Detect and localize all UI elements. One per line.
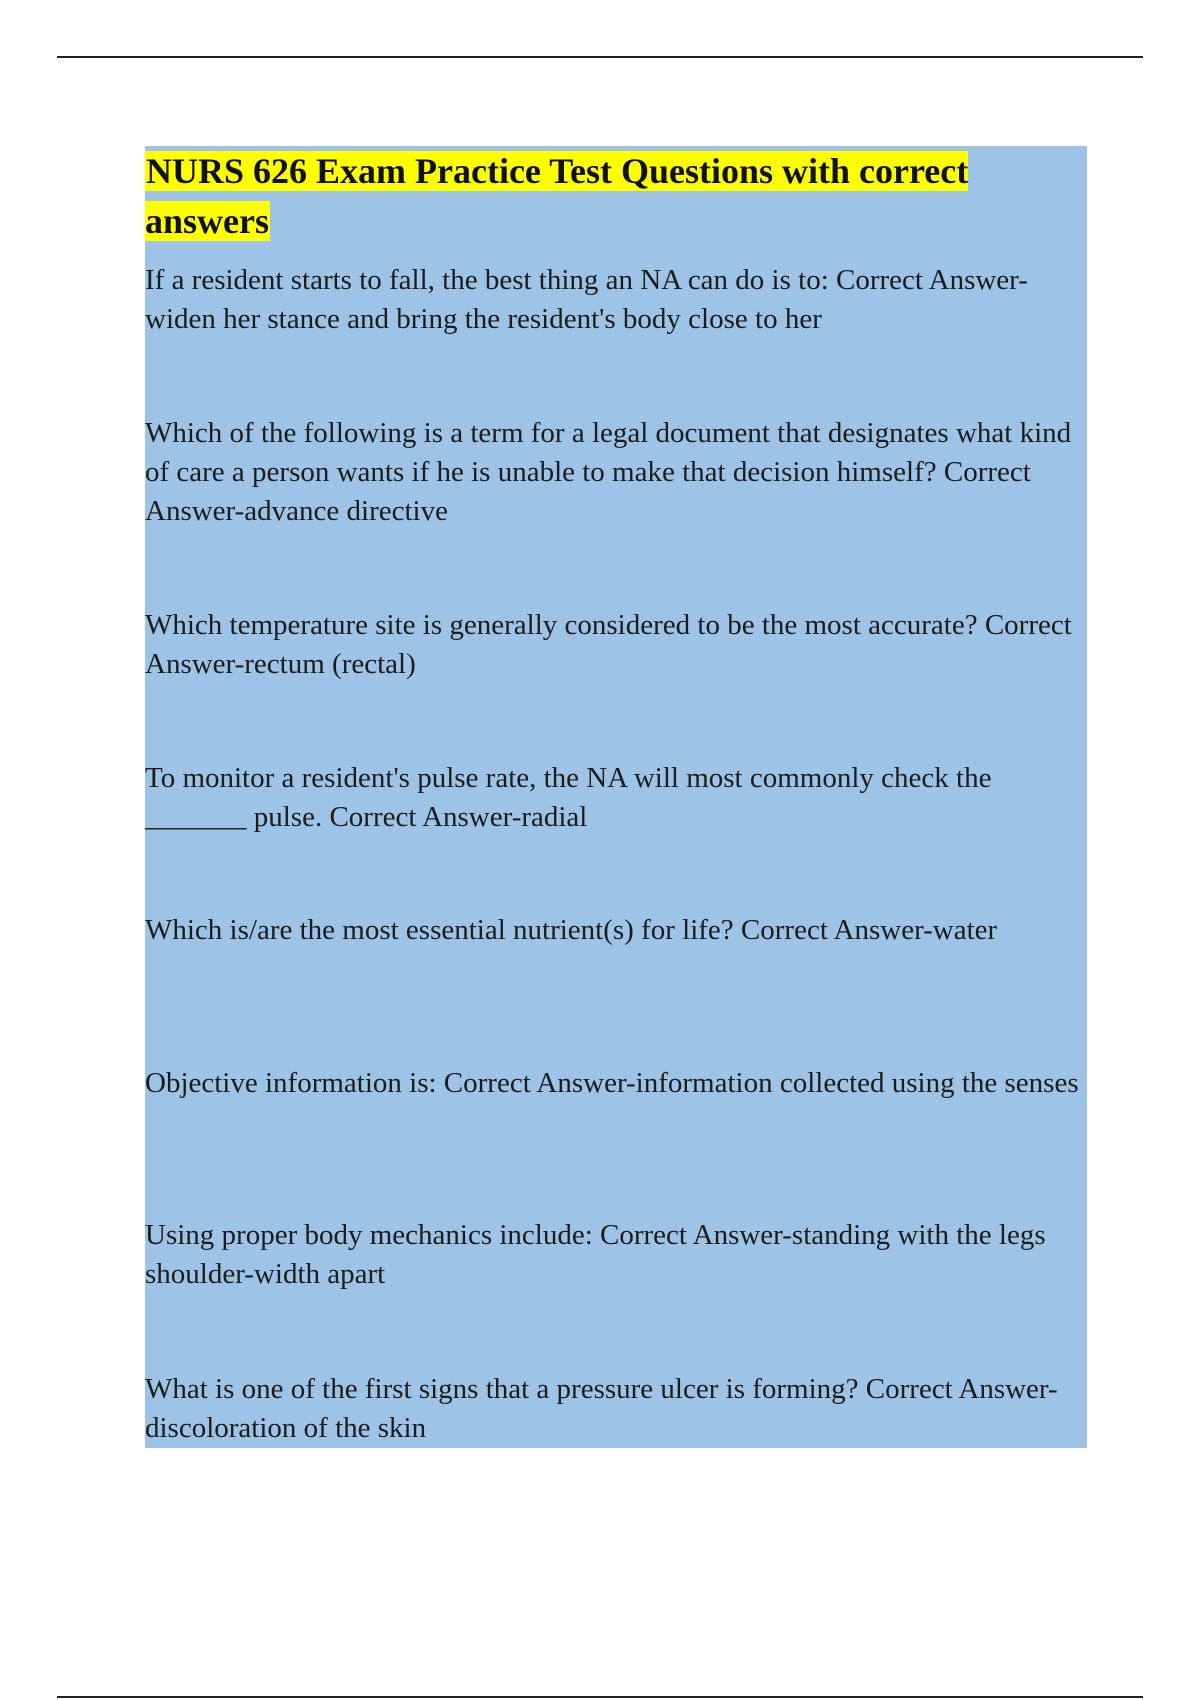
qa-item: Using proper body mechanics include: Correct Answer-standing with the legs shoulder-width apart bbox=[145, 1219, 1046, 1290]
qa-item: Which is/are the most essential nutrient(s) for life? Correct Answer-water bbox=[145, 914, 998, 946]
top-rule bbox=[57, 56, 1143, 58]
qa-item: If a resident starts to fall, the best thing an NA can do is to: Correct Answer-widen her stance and bring the resident's body close to her bbox=[145, 264, 1028, 335]
qa-item: Objective information is: Correct Answer-information collected using the senses bbox=[145, 1067, 1079, 1099]
qa-item: What is one of the first signs that a pressure ulcer is forming? Correct Answer-discoloration of the skin bbox=[145, 1373, 1058, 1444]
qa-item: Which temperature site is generally considered to be the most accurate? Correct Answer-rectum (rectal) bbox=[145, 609, 1072, 680]
document-title-text: NURS 626 Exam Practice Test Questions with correct answers bbox=[145, 151, 969, 241]
document-title bbox=[145, 146, 1087, 246]
qa-item: To monitor a resident's pulse rate, the NA will most commonly check the _______ pulse. Correct Answer-radial bbox=[145, 762, 992, 833]
bottom-rule bbox=[57, 1696, 1143, 1698]
document-body bbox=[145, 146, 1087, 1448]
qa-item: Which of the following is a term for a legal document that designates what kind of care a person wants if he is unable to make that decision himself? Correct Answer-advance directive bbox=[145, 417, 1072, 527]
